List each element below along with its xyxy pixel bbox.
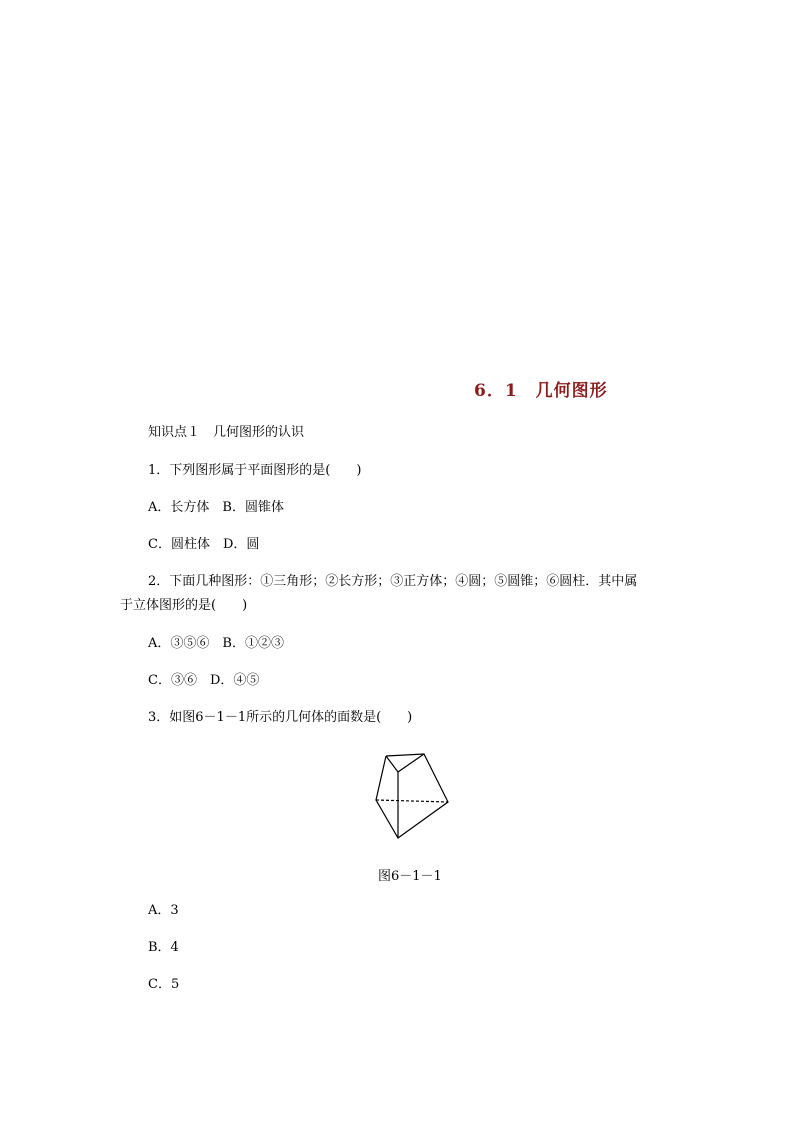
section-number: 6．1 <box>474 381 518 401</box>
question-2-stem-line-2: 于立体图形的是( ) <box>120 598 248 613</box>
question-3-option-c: C．5 <box>148 977 180 992</box>
question-2-options-cd: C．③⑥ D．④⑤ <box>148 673 260 688</box>
solid-outline <box>376 754 448 838</box>
question-2-stem-line-1: 2．下面几种图形：①三角形；②长方形；③正方体；④圆；⑤圆锥；⑥圆柱．其中属 <box>148 574 638 589</box>
question-3-stem: 3．如图6－1－1所示的几何体的面数是( ) <box>148 710 413 725</box>
question-2-options-ab: A．③⑤⑥ B．①②③ <box>148 636 284 651</box>
question-1-options-ab: A．长方体 B．圆锥体 <box>148 500 284 515</box>
page-title <box>474 376 608 401</box>
figure-caption: 图6－1－1 <box>378 869 442 884</box>
section-title: 几何图形 <box>535 381 608 401</box>
question-3-option-a: A．3 <box>148 903 179 918</box>
question-1-options-cd: C．圆柱体 D．圆 <box>148 537 260 552</box>
solid-hidden-edge <box>376 800 448 802</box>
question-1-stem: 1．下列图形属于平面图形的是( ) <box>148 463 362 478</box>
knowledge-point-heading: 知识点１ 几何图形的认识 <box>148 425 305 440</box>
solid-edge-top-left <box>386 756 398 772</box>
question-3-option-b: B．4 <box>148 940 179 955</box>
geometric-solid-figure <box>370 748 454 844</box>
solid-edge-top-right <box>398 754 424 772</box>
